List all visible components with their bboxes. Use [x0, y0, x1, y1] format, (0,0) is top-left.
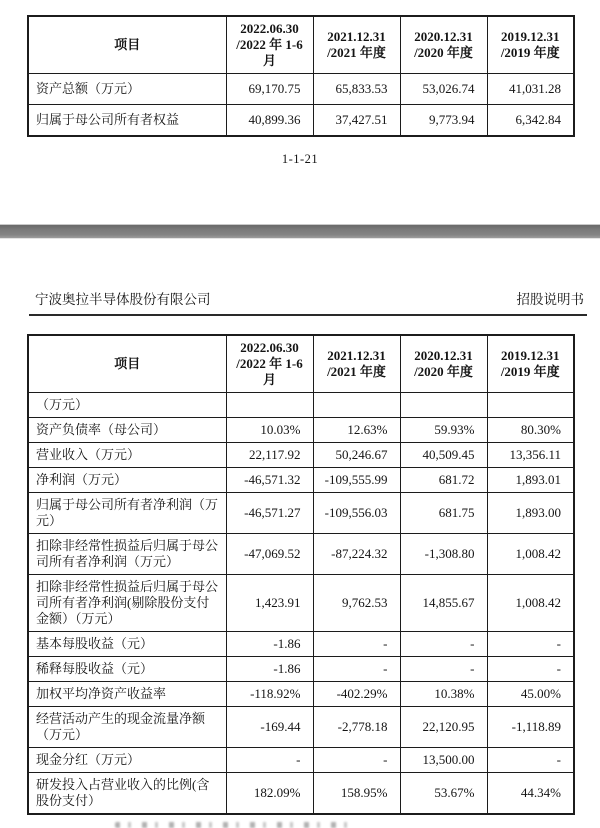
value-cell: 13,500.00 [400, 748, 487, 773]
period-column-header [487, 335, 574, 393]
period-label: /2020 年度 [414, 364, 473, 379]
value-cell: -47,069.52 [226, 534, 313, 575]
value-cell: - [226, 748, 313, 773]
period-date: 2020.12.31 [414, 348, 473, 363]
value-cell: -1,118.89 [487, 707, 574, 748]
item-label-cell: 稀释每股收益（元） [28, 657, 226, 682]
period-label: /2021 年度 [327, 45, 386, 60]
period-date: 2021.12.31 [327, 29, 386, 44]
item-label-cell: 归属于母公司所有者净利润（万元） [28, 493, 226, 534]
value-cell: 80.30% [487, 418, 574, 443]
period-column-header [226, 16, 313, 74]
value-cell: - [313, 748, 400, 773]
value-cell: 69,170.75 [226, 74, 313, 105]
company-name: 宁波奥拉半导体股份有限公司 [35, 292, 211, 307]
period-label: /2019 年度 [500, 364, 560, 379]
value-cell: 37,427.51 [313, 105, 400, 137]
value-cell: 1,423.91 [226, 575, 313, 632]
value-cell: 40,509.45 [400, 443, 487, 468]
value-cell: -87,224.32 [313, 534, 400, 575]
item-label-cell: 归属于母公司所有者权益 [28, 105, 226, 137]
value-cell [313, 393, 400, 418]
period-column-header [313, 16, 400, 74]
value-cell: 9,762.53 [313, 575, 400, 632]
value-cell [226, 393, 313, 418]
period-column-header [487, 16, 574, 74]
period-column-header [226, 335, 313, 393]
value-cell: -402.29% [313, 682, 400, 707]
table-row [28, 443, 574, 468]
period-label: /2019 年度 [500, 45, 560, 60]
item-label-cell: （万元） [28, 393, 226, 418]
period-label: /2022 年 1-6 月 [236, 37, 303, 68]
table-row [28, 575, 574, 632]
value-cell: 53,026.74 [400, 74, 487, 105]
item-label-cell: 经营活动产生的现金流量净额（万元） [28, 707, 226, 748]
value-cell: 44.34% [487, 773, 574, 815]
value-cell: 13,356.11 [487, 443, 574, 468]
value-cell: 681.72 [400, 468, 487, 493]
value-cell: - [400, 657, 487, 682]
item-label-cell: 扣除非经常性损益后归属于母公司所有者净利润（万元） [28, 534, 226, 575]
value-cell: -118.92% [226, 682, 313, 707]
table-row [28, 748, 574, 773]
period-date: 2019.12.31 [501, 348, 560, 363]
item-label-cell: 基本每股收益（元） [28, 632, 226, 657]
table-row [28, 534, 574, 575]
period-date: 2020.12.31 [414, 29, 473, 44]
item-label-cell: 现金分红（万元） [28, 748, 226, 773]
value-cell: - [487, 657, 574, 682]
value-cell: -169.44 [226, 707, 313, 748]
table-row [28, 493, 574, 534]
value-cell: - [400, 632, 487, 657]
value-cell: -1.86 [226, 657, 313, 682]
value-cell: -1.86 [226, 632, 313, 657]
page-number: 1-1-21 [281, 152, 319, 166]
table-row [28, 468, 574, 493]
value-cell: 10.38% [400, 682, 487, 707]
document-type: 招股说明书 [516, 292, 584, 307]
item-label-cell: 资产负债率（母公司） [28, 418, 226, 443]
value-cell: -1,308.80 [400, 534, 487, 575]
item-label-cell: 净利润（万元） [28, 468, 226, 493]
value-cell: - [313, 657, 400, 682]
item-column-header: 项目 [28, 16, 226, 74]
value-cell: 41,031.28 [487, 74, 574, 105]
value-cell: 45.00% [487, 682, 574, 707]
value-cell: -109,555.99 [313, 468, 400, 493]
table-header-row [28, 16, 574, 74]
value-cell: 65,833.53 [313, 74, 400, 105]
value-cell: 14,855.67 [400, 575, 487, 632]
item-label-cell: 扣除非经常性损益后归属于母公司所有者净利润(剔除股份支付金额）（万元） [28, 575, 226, 632]
item-label-cell: 营业收入（万元） [28, 443, 226, 468]
period-column-header [313, 335, 400, 393]
value-cell: 59.93% [400, 418, 487, 443]
value-cell: -109,556.03 [313, 493, 400, 534]
prior-page-financial-table [27, 15, 575, 137]
value-cell: -46,571.27 [226, 493, 313, 534]
value-cell: 10.03% [226, 418, 313, 443]
period-column-header [400, 16, 487, 74]
table-row [28, 657, 574, 682]
value-cell: -2,778.18 [313, 707, 400, 748]
table-row [28, 707, 574, 748]
period-column-header [400, 335, 487, 393]
value-cell: - [313, 632, 400, 657]
value-cell [400, 393, 487, 418]
value-cell: 12.63% [313, 418, 400, 443]
period-label: /2020 年度 [414, 45, 473, 60]
item-label-cell: 研发投入占营业收入的比例(含股份支付） [28, 773, 226, 815]
table-row [28, 105, 574, 137]
value-cell: 182.09% [226, 773, 313, 815]
table-row [28, 773, 574, 815]
table-row [28, 74, 574, 105]
table-header-row [28, 335, 574, 393]
value-cell: - [487, 748, 574, 773]
period-label: /2021 年度 [327, 364, 386, 379]
item-column-header: 项目 [28, 335, 226, 393]
period-date: 2021.12.31 [327, 348, 386, 363]
value-cell: 1,008.42 [487, 575, 574, 632]
key-financial-indicators-table [27, 334, 575, 815]
running-header [29, 291, 587, 316]
value-cell: 50,246.67 [313, 443, 400, 468]
table-row [28, 632, 574, 657]
cropped-next-line-remnant [115, 822, 353, 828]
period-date: 2022.06.30 [240, 21, 299, 36]
value-cell: 158.95% [313, 773, 400, 815]
table-row [28, 393, 574, 418]
value-cell: 9,773.94 [400, 105, 487, 137]
item-label-cell: 加权平均净资产收益率 [28, 682, 226, 707]
page-divider-bar [0, 224, 600, 239]
table-row [28, 418, 574, 443]
value-cell: 40,899.36 [226, 105, 313, 137]
value-cell: 1,893.00 [487, 493, 574, 534]
value-cell: 1,893.01 [487, 468, 574, 493]
value-cell: 22,117.92 [226, 443, 313, 468]
period-date: 2022.06.30 [240, 340, 299, 355]
value-cell: 6,342.84 [487, 105, 574, 137]
value-cell: -46,571.32 [226, 468, 313, 493]
value-cell [487, 393, 574, 418]
value-cell: 681.75 [400, 493, 487, 534]
table-row [28, 682, 574, 707]
period-date: 2019.12.31 [501, 29, 560, 44]
value-cell: 53.67% [400, 773, 487, 815]
value-cell: - [487, 632, 574, 657]
value-cell: 22,120.95 [400, 707, 487, 748]
value-cell: 1,008.42 [487, 534, 574, 575]
item-label-cell: 资产总额（万元） [28, 74, 226, 105]
period-label: /2022 年 1-6 月 [236, 356, 303, 387]
